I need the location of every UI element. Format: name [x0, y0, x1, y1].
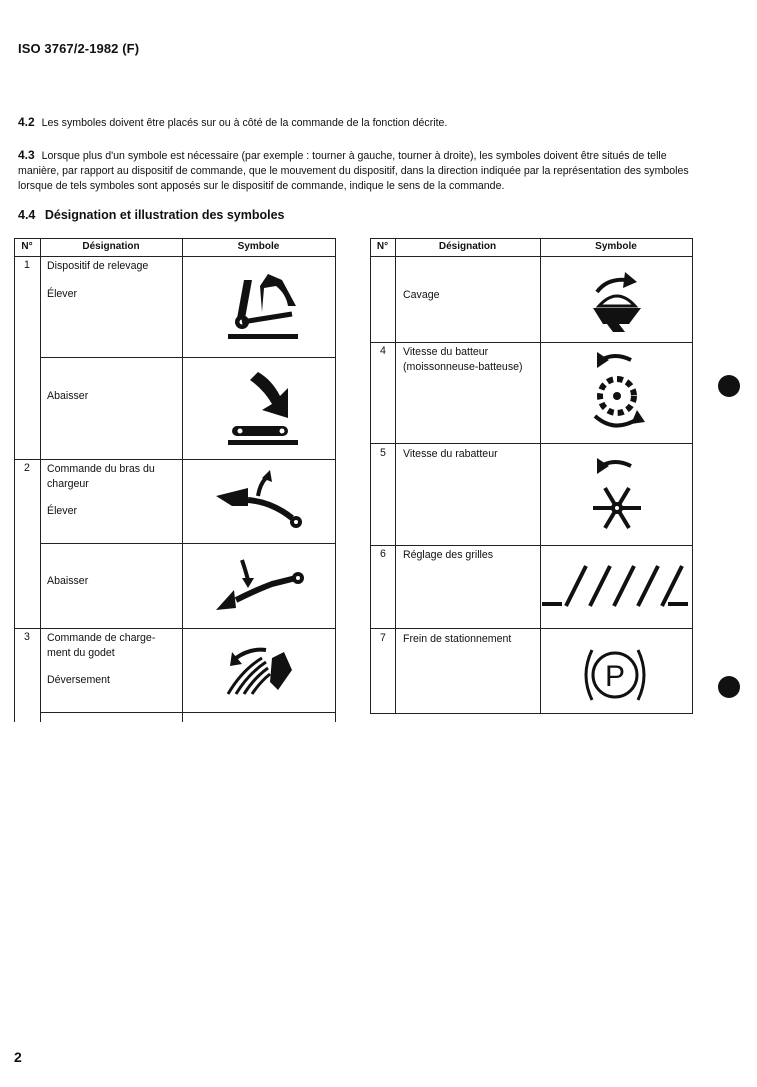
margin-change-mark	[718, 375, 740, 397]
row-number: 2	[24, 462, 30, 474]
row-sub-label: Abaisser	[47, 575, 89, 587]
page-number: 2	[14, 1049, 22, 1065]
table-rule	[370, 713, 693, 714]
loader-arm-raise-icon	[212, 466, 312, 536]
section-title: Désignation et illustration des symboles	[44, 208, 285, 222]
section-number: 4.4	[18, 208, 36, 222]
table-rule	[370, 256, 693, 257]
table-rule	[540, 238, 541, 714]
header-symbole: Symbole	[595, 241, 637, 252]
table-rule	[692, 238, 693, 714]
table-rule	[40, 712, 336, 713]
row-designation: Réglage des grilles	[403, 549, 494, 561]
table-rule	[40, 543, 336, 544]
table-rule	[370, 238, 693, 239]
row-sub-label: Déversement	[47, 674, 110, 686]
row-sub-label: Élever	[47, 288, 78, 300]
table-rule	[14, 238, 336, 239]
document-header: ISO 3767/2-1982 (F)	[18, 41, 140, 56]
row-sub-label: Abaisser	[47, 390, 89, 402]
row-number: 1	[24, 259, 30, 271]
lift-raise-icon	[222, 272, 306, 344]
paragraph-text: Les symboles doivent être placés sur ou à côté de la commande de la fonction décrite.	[41, 117, 448, 129]
table-rule	[370, 342, 693, 343]
table-rule	[14, 459, 336, 460]
header-symbole: Symbole	[237, 241, 280, 252]
bucket-rollback-icon	[585, 266, 649, 334]
table-rule	[370, 238, 371, 714]
table-rule	[395, 238, 396, 714]
bucket-dump-icon	[222, 642, 302, 698]
row-designation: Cavage	[403, 289, 440, 301]
table-rule	[40, 357, 336, 358]
parking-brake-letter: P	[604, 660, 626, 693]
parking-brake-icon	[582, 642, 648, 708]
paragraph-number: 4.2	[18, 115, 35, 129]
row-designation: Dispositif de relevage	[47, 260, 149, 272]
header-num: N°	[21, 241, 33, 252]
row-number: 7	[380, 632, 386, 644]
thresher-speed-icon	[585, 348, 649, 436]
row-number: 4	[380, 345, 386, 357]
row-designation: Vitesse du rabatteur	[403, 448, 498, 460]
table-rule	[40, 238, 41, 722]
header-designation: Désignation	[438, 241, 497, 252]
row-designation: Frein de stationnement	[403, 633, 512, 645]
paragraph-text: Lorsque plus d'un symbole est nécessaire (par exemple : tourner à gauche, tourner à droite), les symboles doivent être situés de telle manière, par rapport au dispositif de commande, que le mouvement du dispositif, dans la direction indiquée par la représentation des symboles lorsque de tels symboles sont apposés sur le dispositif de commande, indique le sens de la commande.	[18, 150, 689, 192]
header-num: N°	[376, 241, 389, 252]
paragraph-number: 4.3	[18, 148, 35, 162]
margin-change-mark	[718, 676, 740, 698]
header-designation: Désignation	[82, 241, 140, 252]
table-rule	[14, 628, 336, 629]
table-rule	[14, 238, 15, 722]
paragraph-4-2	[18, 115, 708, 131]
table-rule	[370, 628, 693, 629]
table-rule	[370, 443, 693, 444]
paragraph-4-3	[18, 148, 708, 194]
row-designation: Commande de charge-ment du godet	[47, 632, 156, 659]
row-designation: Commande du bras du chargeur	[47, 463, 155, 490]
loader-arm-lower-icon	[212, 556, 312, 618]
row-designation: Vitesse du batteur (moissonneuse-batteuse)	[403, 346, 523, 373]
section-heading	[18, 208, 285, 222]
table-rule	[335, 238, 336, 722]
table-rule	[14, 256, 336, 257]
row-number: 5	[380, 447, 386, 459]
table-rule	[182, 238, 183, 722]
sieve-adjust-icon	[540, 560, 692, 616]
table-rule	[370, 545, 693, 546]
lift-lower-icon	[222, 368, 306, 448]
reel-speed-icon	[585, 452, 649, 536]
row-number: 3	[24, 631, 30, 643]
row-number: 6	[380, 548, 386, 560]
row-sub-label: Élever	[47, 505, 78, 517]
